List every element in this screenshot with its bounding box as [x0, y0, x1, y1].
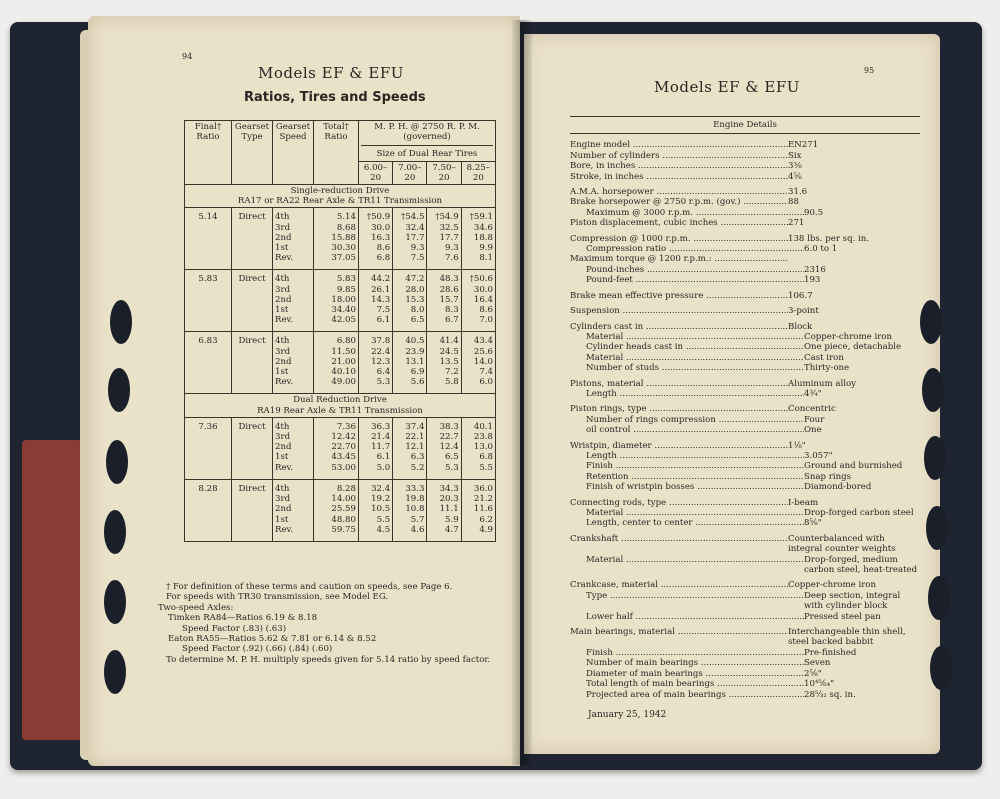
- spec-row: [570, 275, 920, 285]
- spec-value: Copper-chrome iron: [804, 331, 893, 342]
- mph-cell: 33.3 19.8 10.8 5.7 4.6: [393, 479, 427, 541]
- spec-value: Six: [788, 150, 802, 161]
- index-tab[interactable]: [924, 436, 946, 480]
- spec-value: 3⅜: [788, 161, 802, 172]
- spec-label: Crankcase, material .....: [570, 580, 788, 590]
- page-subtitle: Ratios, Tires and Speeds: [244, 90, 426, 105]
- spec-label: A.M.A. horsepower .....: [570, 187, 788, 197]
- tire-size: 8.25–20: [461, 161, 495, 184]
- total-ratio-cell: 7.36 12.42 22.70 43.45 53.00: [314, 417, 359, 479]
- footnote: For speeds with TR30 transmission, see Model EG.: [166, 592, 389, 603]
- spec-label: Crankshaft .....: [570, 534, 788, 555]
- spec-label: Material .....: [570, 332, 804, 342]
- spec-value: Ground and burnished: [804, 461, 903, 472]
- spec-value: One piece, detachable: [804, 342, 902, 353]
- total-ratio-cell: 6.80 11.50 21.00 40.10 49.00: [314, 332, 359, 394]
- spec-row: [570, 151, 920, 161]
- spec-value: 3-point: [788, 306, 819, 317]
- spec-label: Projected area of main bearings .....: [570, 690, 804, 700]
- spec-value: Interchangeable thin shell, steel backed babbit: [788, 627, 906, 648]
- spec-label: Finish .....: [570, 461, 804, 471]
- index-tab[interactable]: [104, 580, 126, 624]
- tire-size: 7.00–20: [393, 161, 427, 184]
- publication-date: January 25, 1942: [588, 710, 667, 720]
- spec-value: 1⅛": [788, 440, 806, 451]
- spec-row: [570, 389, 920, 399]
- spec-label: Number of cylinders .....: [570, 151, 788, 161]
- spec-label: Total length of main bearings .....: [570, 679, 804, 689]
- table-header-row: [185, 121, 496, 162]
- spec-value: Deep section, integral with cylinder block: [804, 590, 901, 612]
- left-page: [88, 16, 520, 766]
- index-tab[interactable]: [922, 368, 944, 412]
- final-ratio-cell: 5.83: [185, 270, 232, 332]
- mph-cell: 40.5 23.9 13.1 6.9 5.6: [393, 332, 427, 394]
- spec-row: [570, 580, 920, 590]
- header-gearset-type: Gearset Type: [232, 121, 273, 185]
- mph-cell: †54.5 32.4 17.7 9.3 7.5: [393, 208, 427, 270]
- index-tab[interactable]: [110, 300, 132, 344]
- book-gutter: [512, 20, 532, 765]
- engine-details: [570, 116, 920, 700]
- page-title: Models EF & EFU: [258, 64, 404, 82]
- final-ratio-cell: 5.14: [185, 208, 232, 270]
- spec-row: [570, 555, 920, 576]
- spec-row: [570, 498, 920, 508]
- spec-value: 4¾": [804, 388, 822, 399]
- gearset-speed-cell: 4th 3rd 2nd 1st Rev.: [273, 208, 314, 270]
- header-total-ratio: Total† Ratio: [314, 121, 359, 185]
- spec-label: Length, center to center .....: [570, 518, 804, 528]
- spec-row: [570, 508, 920, 518]
- mph-cell: †59.1 34.6 18.8 9.9 8.1: [461, 208, 495, 270]
- spec-row: [570, 425, 920, 435]
- spec-row: [570, 208, 920, 218]
- mph-cell: 47.2 28.0 15.3 8.0 6.5: [393, 270, 427, 332]
- index-tab[interactable]: [930, 646, 952, 690]
- spec-value: 8⅝": [804, 518, 822, 529]
- spec-row: [570, 669, 920, 679]
- spec-row: [570, 612, 920, 622]
- spec-row: [570, 291, 920, 301]
- spec-row: [570, 265, 920, 275]
- spec-label: Compression @ 1000 r.p.m. .....: [570, 234, 788, 244]
- spec-value: 28⁵⁄₃₂ sq. in.: [804, 689, 856, 700]
- gearset-speed-cell: 4th 3rd 2nd 1st Rev.: [273, 479, 314, 541]
- header-mph: M. P. H. @ 2750 R. P. M. (governed) Size of Dual Rear Tires: [359, 121, 496, 162]
- spec-row: [570, 197, 920, 207]
- spec-label: Maximum @ 3000 r.p.m. .....: [570, 208, 804, 218]
- footnotes: [158, 582, 508, 665]
- spec-label: Compression ratio .....: [570, 244, 804, 254]
- spec-value: 3.057": [804, 450, 833, 461]
- final-ratio-cell: 8.28: [185, 479, 232, 541]
- mph-cell: 43.4 25.6 14.0 7.4 6.0: [461, 332, 495, 394]
- spec-value: EN271: [788, 140, 819, 151]
- total-ratio-cell: 8.28 14.00 25.59 48.80 59.75: [314, 479, 359, 541]
- spec-value: Pre-finished: [804, 647, 857, 658]
- spec-label: Wristpin, diameter .....: [570, 441, 788, 451]
- spec-label: Finish of wristpin bosses .....: [570, 482, 804, 492]
- spec-row: [570, 415, 920, 425]
- spec-row: [570, 363, 920, 373]
- final-ratio-cell: 7.36: [185, 417, 232, 479]
- index-tab[interactable]: [104, 510, 126, 554]
- footnote: Eaton RA55—Ratios 5.62 & 7.81 or 6.14 & 8.52: [168, 634, 377, 645]
- spec-row: [570, 322, 920, 332]
- table-row: [185, 208, 496, 270]
- spec-row: [570, 482, 920, 492]
- spec-row: [570, 690, 920, 700]
- book-cover-inner: [22, 440, 82, 740]
- spec-row: [570, 161, 920, 171]
- spec-label: Brake horsepower @ 2750 r.p.m. (gov.) .....: [570, 197, 788, 207]
- spec-value: Snap rings: [804, 471, 852, 482]
- footnote: Two-speed Axles:: [158, 602, 234, 613]
- spec-value: 193: [804, 275, 821, 286]
- spec-label: oil control .....: [570, 425, 804, 435]
- table-row: [185, 270, 496, 332]
- spec-row: [570, 461, 920, 471]
- page-number: 94: [182, 52, 193, 61]
- spec-label: Connecting rods, type .....: [570, 498, 788, 508]
- footnote: Speed Factor (.83) (.63): [182, 623, 287, 634]
- spec-label: Brake mean effective pressure .....: [570, 291, 788, 301]
- total-ratio-cell: 5.14 8.68 15.88 30.30 37.05: [314, 208, 359, 270]
- spec-row: [570, 172, 920, 182]
- spec-row: [570, 244, 920, 254]
- spec-label: Retention .....: [570, 472, 804, 482]
- spec-row: [570, 306, 920, 316]
- spec-label: Length .....: [570, 451, 804, 461]
- spec-row: [570, 648, 920, 658]
- spec-value: 10⁴⁵⁄₆₄": [804, 679, 835, 690]
- spec-row: [570, 518, 920, 528]
- spec-row: [570, 591, 920, 612]
- right-page: [524, 34, 940, 754]
- index-tab[interactable]: [108, 368, 130, 412]
- spec-row: [570, 627, 920, 648]
- mph-cell: 44.2 26.1 14.3 7.5 6.1: [359, 270, 393, 332]
- spec-value: Counterbalanced with integral counter weights: [788, 533, 896, 555]
- mph-cell: 36.3 21.4 11.7 6.1 5.0: [359, 417, 393, 479]
- spec-label: Piston displacement, cubic inches .....: [570, 218, 788, 228]
- spec-label: Type .....: [570, 591, 804, 612]
- spec-label: Finish .....: [570, 648, 804, 658]
- section-header-row: [185, 185, 496, 208]
- spec-value: 138 lbs. per sq. in.: [788, 233, 870, 244]
- spec-label: Pound-feet .....: [570, 275, 804, 285]
- footnote: Speed Factor (.92) (.66) (.84) (.60): [182, 644, 333, 655]
- spec-value: Seven: [804, 658, 831, 669]
- spec-label: Suspension .....: [570, 306, 788, 316]
- spec-label: Engine model .....: [570, 140, 788, 150]
- tire-size: 6.00–20: [359, 161, 393, 184]
- spec-value: Copper-chrome iron: [788, 580, 877, 591]
- mph-cell: 36.0 21.2 11.6 6.2 4.9: [461, 479, 495, 541]
- page-number: 95: [864, 66, 875, 75]
- spec-row: [570, 254, 920, 264]
- spec-label: Number of studs .....: [570, 363, 804, 373]
- spec-label: Material .....: [570, 508, 804, 518]
- spec-value: 2⅝": [804, 668, 822, 679]
- ratios-table: [184, 120, 496, 542]
- tire-size: 7.50–20: [427, 161, 461, 184]
- mph-cell: 41.4 24.5 13.5 7.2 5.8: [427, 332, 461, 394]
- spec-value: 6.0 to 1: [804, 244, 838, 255]
- gearset-speed-cell: 4th 3rd 2nd 1st Rev.: [273, 417, 314, 479]
- spec-value: Diamond-bored: [804, 482, 872, 493]
- spec-label: Number of rings compression .....: [570, 415, 804, 425]
- spec-row: [570, 353, 920, 363]
- spec-label: Cylinder heads cast in .....: [570, 342, 804, 352]
- page-title: Models EF & EFU: [654, 78, 800, 96]
- spec-row: [570, 679, 920, 689]
- spec-value: Drop-forged, medium carbon steel, heat-treated: [804, 554, 918, 576]
- mph-cell: †50.9 30.0 16.3 8.6 6.8: [359, 208, 393, 270]
- total-ratio-cell: 5.83 9.85 18.00 34.40 42.05: [314, 270, 359, 332]
- spec-row: [570, 140, 920, 150]
- spec-list: [570, 140, 920, 700]
- spec-value: 271: [788, 218, 805, 229]
- spec-value: 31.6: [788, 187, 808, 198]
- mph-cell: 34.3 20.3 11.1 5.9 4.7: [427, 479, 461, 541]
- spec-row: [570, 342, 920, 352]
- spec-value: Thirty-one: [804, 363, 850, 374]
- spec-label: Bore, in inches .....: [570, 161, 788, 171]
- table-row: [185, 332, 496, 394]
- spec-label: Pistons, material .....: [570, 379, 788, 389]
- spec-value: Cast iron: [804, 352, 844, 363]
- spec-label: Material .....: [570, 555, 804, 576]
- spec-row: [570, 534, 920, 555]
- spec-row: [570, 332, 920, 342]
- spec-row: [570, 404, 920, 414]
- mph-cell: 48.3 28.6 15.7 8.3 6.7: [427, 270, 461, 332]
- gearset-type-cell: Direct: [232, 332, 273, 394]
- spec-value: [788, 254, 920, 264]
- drive-section-title: Dual Reduction Drive RA19 Rear Axle & TR11 Transmission: [185, 394, 496, 417]
- table-row: [185, 479, 496, 541]
- spec-label: Length .....: [570, 389, 804, 399]
- spec-label: Cylinders cast in .....: [570, 322, 788, 332]
- gearset-speed-cell: 4th 3rd 2nd 1st Rev.: [273, 332, 314, 394]
- index-tab[interactable]: [104, 650, 126, 694]
- spec-label: Stroke, in inches .....: [570, 172, 788, 182]
- spec-row: [570, 472, 920, 482]
- spec-value: Four: [804, 414, 825, 425]
- section-header-row: [185, 394, 496, 417]
- drive-section-title: Single-reduction Drive RA17 or RA22 Rear Axle & TR11 Transmission: [185, 185, 496, 208]
- spec-label: Lower half .....: [570, 612, 804, 622]
- spec-row: [570, 234, 920, 244]
- mph-cell: †50.6 30.0 16.4 8.6 7.0: [461, 270, 495, 332]
- spec-value: 106.7: [788, 290, 813, 301]
- spec-row: [570, 187, 920, 197]
- final-ratio-cell: 6.83: [185, 332, 232, 394]
- index-tab[interactable]: [106, 440, 128, 484]
- spec-label: Material .....: [570, 353, 804, 363]
- gearset-type-cell: Direct: [232, 417, 273, 479]
- spec-value: 4⅝: [788, 171, 802, 182]
- spec-value: Pressed steel pan: [804, 611, 881, 622]
- spec-label: Piston rings, type .....: [570, 404, 788, 414]
- spec-value: One: [804, 425, 822, 436]
- table-row: [185, 417, 496, 479]
- spec-value: Concentric: [788, 404, 836, 415]
- spec-row: [570, 379, 920, 389]
- spec-value: Aluminum alloy: [788, 378, 856, 389]
- spec-label: Diameter of main bearings .....: [570, 669, 804, 679]
- mph-cell: 40.1 23.8 13.0 6.8 5.5: [461, 417, 495, 479]
- spec-value: 90.5: [804, 207, 824, 218]
- spec-row: [570, 218, 920, 228]
- mph-cell: 38.3 22.7 12.4 6.5 5.3: [427, 417, 461, 479]
- spec-row: [570, 451, 920, 461]
- spec-value: Block: [788, 321, 813, 332]
- index-tab[interactable]: [926, 506, 948, 550]
- section-header: Engine Details: [570, 116, 920, 134]
- spec-value: 2316: [804, 264, 826, 275]
- header-final-ratio: Final† Ratio: [185, 121, 232, 185]
- spec-row: [570, 658, 920, 668]
- spec-row: [570, 441, 920, 451]
- spec-value: 88: [788, 197, 799, 208]
- spec-label: Pound-inches .....: [570, 265, 804, 275]
- spec-value: I-beam: [788, 497, 819, 508]
- footnote: † For definition of these terms and caution on speeds, see Page 6.: [166, 582, 453, 592]
- footnote: Timken RA84—Ratios 6.19 & 8.18: [168, 613, 318, 624]
- mph-cell: †54.9 32.5 17.7 9.3 7.6: [427, 208, 461, 270]
- header-gearset-speed: Gearset Speed: [273, 121, 314, 185]
- spec-value: Drop-forged carbon steel: [804, 508, 914, 518]
- spec-label: Maximum torque @ 1200 r.p.m.: .....: [570, 254, 788, 264]
- mph-cell: 32.4 19.2 10.5 5.5 4.5: [359, 479, 393, 541]
- mph-cell: 37.8 22.4 12.3 6.4 5.3: [359, 332, 393, 394]
- mph-cell: 37.4 22.1 12.1 6.3 5.2: [393, 417, 427, 479]
- spec-label: Main bearings, material .....: [570, 627, 788, 648]
- gearset-type-cell: Direct: [232, 270, 273, 332]
- gearset-type-cell: Direct: [232, 208, 273, 270]
- index-tab[interactable]: [928, 576, 950, 620]
- gearset-type-cell: Direct: [232, 479, 273, 541]
- gearset-speed-cell: 4th 3rd 2nd 1st Rev.: [273, 270, 314, 332]
- footnote: To determine M. P. H. multiply speeds given for 5.14 ratio by speed factor.: [166, 654, 491, 665]
- index-tab[interactable]: [920, 300, 942, 344]
- spec-label: Number of main bearings .....: [570, 658, 804, 668]
